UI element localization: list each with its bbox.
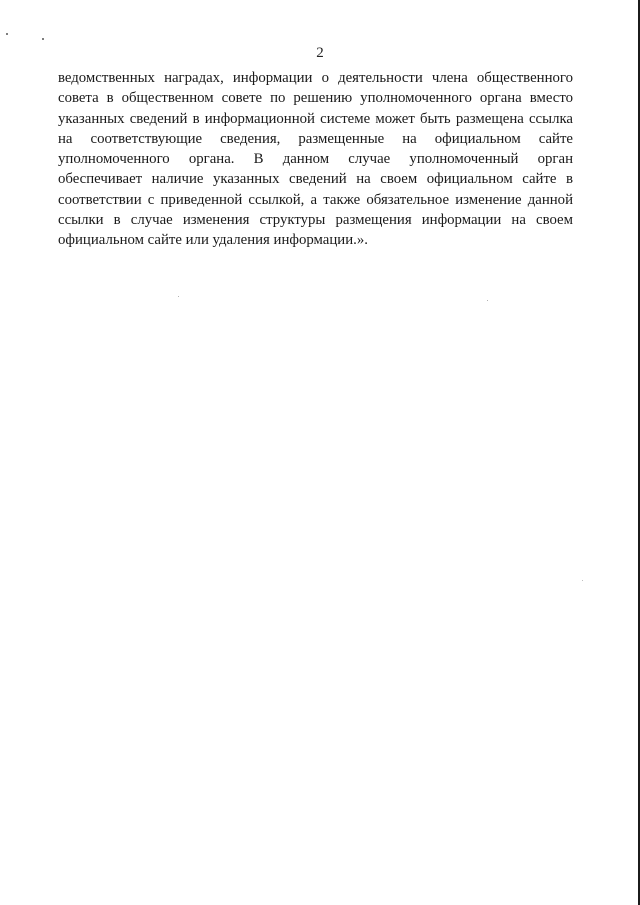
scan-speck [42, 38, 44, 40]
scan-speck [178, 296, 179, 297]
text-line: совета в общественном совете по решению уполномоченного органа вместо [58, 90, 573, 107]
scan-speck [487, 300, 488, 301]
text-line: официальном сайте или удаления информации.». [58, 232, 368, 249]
text-line: ведомственных наградах, информации о деятельности члена общественного [58, 70, 573, 86]
text-line: уполномоченного органа. В данном случае уполномоченный орган [58, 151, 573, 168]
page-number: 2 [316, 45, 324, 61]
text-line: ссылки в случае изменения структуры размещения информации на своем [58, 212, 573, 229]
text-line: обеспечивает наличие указанных сведений на своем официальном сайте в [58, 171, 573, 188]
text-line: указанных сведений в информационной системе может быть размещена ссылка [58, 110, 573, 127]
text-line: соответствии с приведенной ссылкой, а также обязательное изменение данной [58, 191, 573, 208]
text-line: на соответствующие сведения, размещенные на официальном сайте [58, 130, 573, 147]
scan-speck [6, 33, 8, 35]
scan-speck [582, 580, 583, 581]
body-paragraph [58, 68, 573, 251]
